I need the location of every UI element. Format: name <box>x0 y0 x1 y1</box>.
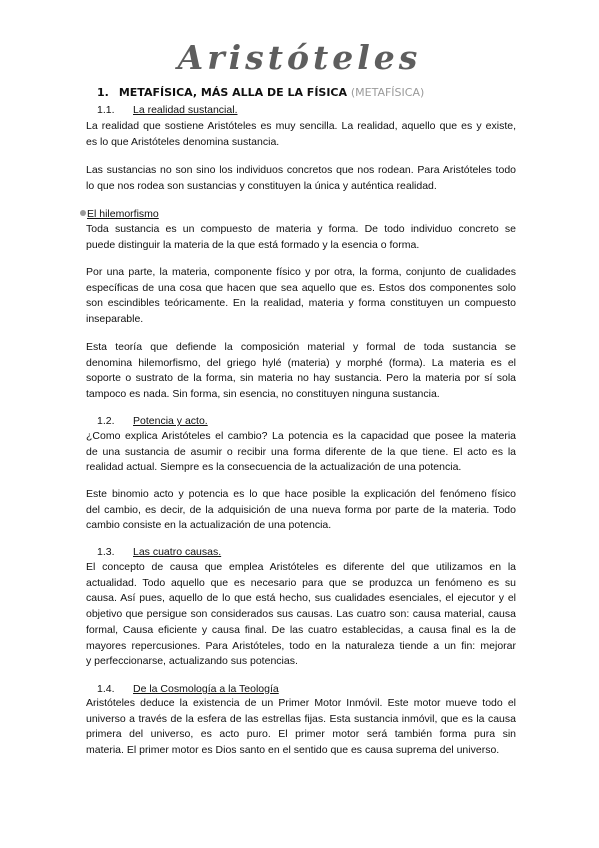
paragraph-line: puede distinguir la materia de la que está formado y la esencia o forma. <box>86 238 420 251</box>
heading-1 <box>97 86 424 99</box>
paragraph-line: Este binomio acto y potencia es lo que hace posible la explicación del fenómeno físico <box>86 488 516 500</box>
paragraph-4 <box>86 265 516 328</box>
bullet-dot-icon <box>80 210 86 216</box>
paragraph-line: tampoco es nada. Sin forma, sin esencia, no constituyen ninguna sustancia. <box>86 388 440 401</box>
paragraph-3 <box>86 222 516 253</box>
section-number: 1.3. <box>97 546 115 558</box>
paragraph-line: ¿Como explica Aristóteles el cambio? La potencia es la capacidad que posee la materia <box>86 430 516 442</box>
paragraph-line: Toda sustancia es un compuesto de materia y forma. De todo individuo concreto se <box>86 223 516 235</box>
section-heading-1-1 <box>97 104 237 116</box>
paragraph-line: causa. Así pues, aquello de lo que está hecho, sus cualidades esenciales, el ejecutor y el <box>86 592 516 605</box>
section-number: 1.1. <box>97 104 115 116</box>
paragraph-line: denomina hilemorfismo, del griego hylé (materia) y morphé (forma). La materia es el <box>86 356 516 369</box>
section-number: 1.2. <box>97 415 115 427</box>
paragraph-7 <box>86 487 516 534</box>
document-title: Aristóteles <box>177 38 422 77</box>
paragraph-9 <box>86 696 516 759</box>
paragraph-line: de una sustancia de asumir o recibir una forma diferente de la que tiene. El acto es la <box>86 445 516 458</box>
paragraph-line: La realidad que sostiene Aristóteles es muy sencilla. La realidad, aquello que es y existe, <box>86 120 516 132</box>
paragraph-line: soporte o sustrato de la forma, sin materia no hay sustancia. Pero la materia por sí sola <box>86 372 516 385</box>
subheading-hilemorfismo <box>80 208 159 220</box>
paragraph-line: primera del universo, es acto puro. El primer motor será también forma pura sin <box>86 728 516 741</box>
paragraph-line: del cambio, es decir, de la adquisición de una nueva forma por parte de la materia. Todo <box>86 503 516 516</box>
section-title: La realidad sustancial. <box>133 104 238 116</box>
paragraph-line: lo que nos rodea son sustancias y constituyen la única y auténtica realidad. <box>86 179 437 192</box>
paragraph-line: cambio consiste en la actualización de una potencia. <box>86 519 332 532</box>
paragraph-2 <box>86 163 516 194</box>
section-heading-1-4 <box>97 683 279 695</box>
section-title: Las cuatro causas. <box>133 546 222 558</box>
section-heading-1-2 <box>97 415 208 427</box>
paragraph-line: actualidad. Todo aquello que es necesario para que se produzca un fenómeno es su <box>86 576 516 589</box>
paragraph-6 <box>86 429 516 476</box>
paragraph-line: materia. El primer motor es Dios santo en el sentido que es causa suprema del universo. <box>86 744 500 757</box>
paragraph-line: Esta teoría que defiende la composición material y formal de toda sustancia se <box>86 341 516 353</box>
paragraph-line: son escindibles teóricamente. En la realidad, materia y forma constituyen un compuesto <box>86 297 516 310</box>
paragraph-line: Por una parte, la materia, componente físico y por otra, la forma, conjunto de cualidades <box>86 266 516 278</box>
paragraph-line: es lo que Aristóteles denomina sustancia. <box>86 135 280 148</box>
paragraph-line: realidad actual. Siempre es la consecuencia de la actualización de una potencia. <box>86 461 462 474</box>
heading-1-number: 1. <box>97 86 109 99</box>
paragraph-line: mayores repercusiones. Para Aristóteles, todo en la naturaleza tiende a un fin: mejorar <box>86 639 516 652</box>
section-title: Potencia y acto. <box>133 415 208 427</box>
paragraph-line: formal, Causa eficiente y causa final. De las cuatro establecidas, a causa final es la de <box>86 623 516 636</box>
paragraph-1 <box>86 119 516 150</box>
paragraph-line: inseparable. <box>86 313 144 326</box>
paragraph-8 <box>86 560 516 670</box>
paragraph-line: El concepto de causa que emplea Aristóteles es diferente del que utilizamos en la <box>86 561 516 573</box>
paragraph-5 <box>86 340 516 403</box>
heading-1-text: METAFÍSICA, MÁS ALLA DE LA FÍSICA <box>118 86 348 99</box>
paragraph-line: universo a través de la esfera de las estrellas fijas. Esta sustancia inmóvil, que es la causa <box>86 712 516 725</box>
heading-1-subtitle: (METAFÍSICA) <box>350 86 425 99</box>
section-number: 1.4. <box>97 683 115 695</box>
paragraph-line: objetivo que persigue son considerados sus causas. Las cuatro son: causa material, causa <box>86 608 516 621</box>
section-title: De la Cosmología a la Teología <box>133 683 279 695</box>
paragraph-line: Las sustancias no son sino los individuos concretos que nos rodean. Para Aristóteles todo <box>86 164 516 176</box>
subheading-title: El hilemorfismo <box>87 208 159 220</box>
paragraph-line: Aristóteles deduce la existencia de un Primer Motor Inmóvil. Este motor mueve todo el <box>86 697 516 709</box>
paragraph-line: específicas de una cosa que hacen que sea aquello que es. Estos dos componentes solo <box>86 281 516 294</box>
paragraph-line: y perfeccionarse, actualizando sus potencias. <box>86 655 298 668</box>
section-heading-1-3 <box>97 546 221 558</box>
